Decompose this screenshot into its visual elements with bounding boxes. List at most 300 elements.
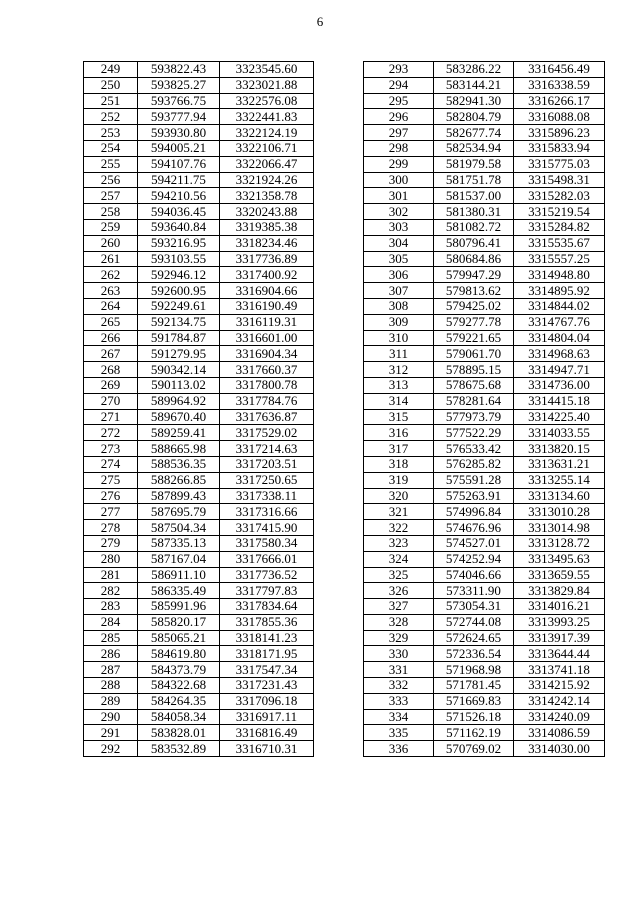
y-coordinate-cell: 3317250.65 [220,472,314,488]
table-row [364,298,605,314]
x-coordinate-cell: 593930.80 [138,125,220,141]
x-coordinate-cell: 579221.65 [434,330,514,346]
table-row [84,725,314,741]
y-coordinate-cell: 3316710.31 [220,741,314,757]
point-number-cell: 272 [84,425,138,441]
point-number-cell: 318 [364,456,434,472]
y-coordinate-cell: 3313631.21 [514,456,605,472]
x-coordinate-cell: 571968.98 [434,662,514,678]
point-number-cell: 325 [364,567,434,583]
y-coordinate-cell: 3317316.66 [220,504,314,520]
x-coordinate-cell: 577522.29 [434,425,514,441]
point-number-cell: 273 [84,441,138,457]
table-row [84,441,314,457]
point-number-cell: 287 [84,662,138,678]
x-coordinate-cell: 571162.19 [434,725,514,741]
point-number-cell: 333 [364,693,434,709]
x-coordinate-cell: 589964.92 [138,393,220,409]
point-number-cell: 309 [364,314,434,330]
y-coordinate-cell: 3316456.49 [514,62,605,78]
y-coordinate-cell: 3316119.31 [220,314,314,330]
x-coordinate-cell: 593825.27 [138,77,220,93]
point-number-cell: 336 [364,741,434,757]
x-coordinate-cell: 582941.30 [434,93,514,109]
table-row [84,109,314,125]
y-coordinate-cell: 3317096.18 [220,693,314,709]
table-row [84,93,314,109]
point-number-cell: 303 [364,219,434,235]
y-coordinate-cell: 3316816.49 [220,725,314,741]
table-row [364,409,605,425]
table-row [84,172,314,188]
table-row [364,283,605,299]
table-row [84,583,314,599]
table-row [364,630,605,646]
point-number-cell: 252 [84,109,138,125]
point-number-cell: 330 [364,646,434,662]
y-coordinate-cell: 3314767.76 [514,314,605,330]
y-coordinate-cell: 3314844.02 [514,298,605,314]
y-coordinate-cell: 3316088.08 [514,109,605,125]
x-coordinate-cell: 578895.15 [434,362,514,378]
point-number-cell: 306 [364,267,434,283]
table-row [84,709,314,725]
y-coordinate-cell: 3315896.23 [514,125,605,141]
table-row [84,630,314,646]
y-coordinate-cell: 3317800.78 [220,377,314,393]
y-coordinate-cell: 3315557.25 [514,251,605,267]
table-row [364,535,605,551]
y-coordinate-cell: 3314736.00 [514,377,605,393]
x-coordinate-cell: 584373.79 [138,662,220,678]
table-row [84,662,314,678]
y-coordinate-cell: 3313829.84 [514,583,605,599]
x-coordinate-cell: 587899.43 [138,488,220,504]
x-coordinate-cell: 574252.94 [434,551,514,567]
table-row [84,504,314,520]
point-number-cell: 291 [84,725,138,741]
y-coordinate-cell: 3317797.83 [220,583,314,599]
table-row [364,614,605,630]
point-number-cell: 308 [364,298,434,314]
table-row [84,693,314,709]
y-coordinate-cell: 3317529.02 [220,425,314,441]
point-number-cell: 299 [364,156,434,172]
table-row [84,219,314,235]
table-row [84,741,314,757]
x-coordinate-cell: 581537.00 [434,188,514,204]
y-coordinate-cell: 3317855.36 [220,614,314,630]
x-coordinate-cell: 593766.75 [138,93,220,109]
x-coordinate-cell: 579947.29 [434,267,514,283]
y-coordinate-cell: 3317338.11 [220,488,314,504]
x-coordinate-cell: 593216.95 [138,235,220,251]
point-number-cell: 276 [84,488,138,504]
point-number-cell: 296 [364,109,434,125]
table-row [364,125,605,141]
point-number-cell: 329 [364,630,434,646]
point-number-cell: 284 [84,614,138,630]
x-coordinate-cell: 592249.61 [138,298,220,314]
table-row [364,551,605,567]
y-coordinate-cell: 3317214.63 [220,441,314,457]
point-number-cell: 265 [84,314,138,330]
point-number-cell: 298 [364,140,434,156]
table-row [84,298,314,314]
coordinates-table-left-body [84,62,314,757]
page-number: 6 [316,14,324,29]
y-coordinate-cell: 3317547.34 [220,662,314,678]
point-number-cell: 250 [84,77,138,93]
table-row [364,520,605,536]
table-row [364,204,605,220]
y-coordinate-cell: 3315219.54 [514,204,605,220]
point-number-cell: 288 [84,678,138,694]
y-coordinate-cell: 3313014.98 [514,520,605,536]
point-number-cell: 259 [84,219,138,235]
y-coordinate-cell: 3322124.19 [220,125,314,141]
point-number-cell: 300 [364,172,434,188]
x-coordinate-cell: 583286.22 [434,62,514,78]
x-coordinate-cell: 571781.45 [434,678,514,694]
table-row [84,614,314,630]
point-number-cell: 257 [84,188,138,204]
table-row [364,330,605,346]
coordinates-table-right-body [364,62,605,757]
y-coordinate-cell: 3313128.72 [514,535,605,551]
table-row [84,330,314,346]
x-coordinate-cell: 583828.01 [138,725,220,741]
table-row [84,488,314,504]
table-row [364,488,605,504]
y-coordinate-cell: 3313010.28 [514,504,605,520]
table-row [84,283,314,299]
y-coordinate-cell: 3315833.94 [514,140,605,156]
point-number-cell: 295 [364,93,434,109]
y-coordinate-cell: 3316190.49 [220,298,314,314]
x-coordinate-cell: 580796.41 [434,235,514,251]
x-coordinate-cell: 582677.74 [434,125,514,141]
y-coordinate-cell: 3314225.40 [514,409,605,425]
y-coordinate-cell: 3315775.03 [514,156,605,172]
point-number-cell: 281 [84,567,138,583]
table-row [364,662,605,678]
y-coordinate-cell: 3316338.59 [514,77,605,93]
y-coordinate-cell: 3322576.08 [220,93,314,109]
point-number-cell: 256 [84,172,138,188]
y-coordinate-cell: 3314415.18 [514,393,605,409]
table-row [84,551,314,567]
y-coordinate-cell: 3313644.44 [514,646,605,662]
table-row [364,267,605,283]
x-coordinate-cell: 594210.56 [138,188,220,204]
y-coordinate-cell: 3314947.71 [514,362,605,378]
point-number-cell: 312 [364,362,434,378]
table-row [364,188,605,204]
x-coordinate-cell: 574527.01 [434,535,514,551]
point-number-cell: 327 [364,599,434,615]
point-number-cell: 316 [364,425,434,441]
table-row [364,456,605,472]
point-number-cell: 314 [364,393,434,409]
y-coordinate-cell: 3313741.18 [514,662,605,678]
y-coordinate-cell: 3317400.92 [220,267,314,283]
y-coordinate-cell: 3317736.89 [220,251,314,267]
y-coordinate-cell: 3316904.34 [220,346,314,362]
table-row [364,599,605,615]
x-coordinate-cell: 591279.95 [138,346,220,362]
x-coordinate-cell: 588266.85 [138,472,220,488]
point-number-cell: 289 [84,693,138,709]
y-coordinate-cell: 3315535.67 [514,235,605,251]
x-coordinate-cell: 589259.41 [138,425,220,441]
x-coordinate-cell: 592946.12 [138,267,220,283]
table-row [364,678,605,694]
point-number-cell: 317 [364,441,434,457]
x-coordinate-cell: 572336.54 [434,646,514,662]
x-coordinate-cell: 578281.64 [434,393,514,409]
x-coordinate-cell: 578675.68 [434,377,514,393]
x-coordinate-cell: 573311.90 [434,583,514,599]
table-row [364,140,605,156]
x-coordinate-cell: 587504.34 [138,520,220,536]
table-row [84,125,314,141]
x-coordinate-cell: 590342.14 [138,362,220,378]
point-number-cell: 331 [364,662,434,678]
y-coordinate-cell: 3316917.11 [220,709,314,725]
x-coordinate-cell: 582534.94 [434,140,514,156]
x-coordinate-cell: 586911.10 [138,567,220,583]
point-number-cell: 285 [84,630,138,646]
point-number-cell: 323 [364,535,434,551]
x-coordinate-cell: 574676.96 [434,520,514,536]
y-coordinate-cell: 3313993.25 [514,614,605,630]
y-coordinate-cell: 3317415.90 [220,520,314,536]
point-number-cell: 262 [84,267,138,283]
x-coordinate-cell: 587335.13 [138,535,220,551]
table-row [84,472,314,488]
point-number-cell: 335 [364,725,434,741]
x-coordinate-cell: 572624.65 [434,630,514,646]
table-row [84,567,314,583]
x-coordinate-cell: 587695.79 [138,504,220,520]
table-row [364,251,605,267]
table-row [84,409,314,425]
x-coordinate-cell: 570769.02 [434,741,514,757]
point-number-cell: 320 [364,488,434,504]
table-row [84,646,314,662]
x-coordinate-cell: 575263.91 [434,488,514,504]
x-coordinate-cell: 584322.68 [138,678,220,694]
y-coordinate-cell: 3313255.14 [514,472,605,488]
x-coordinate-cell: 585991.96 [138,599,220,615]
table-row [364,93,605,109]
point-number-cell: 293 [364,62,434,78]
x-coordinate-cell: 589670.40 [138,409,220,425]
x-coordinate-cell: 593777.94 [138,109,220,125]
table-row [84,678,314,694]
y-coordinate-cell: 3323021.88 [220,77,314,93]
point-number-cell: 297 [364,125,434,141]
point-number-cell: 277 [84,504,138,520]
y-coordinate-cell: 3320243.88 [220,204,314,220]
y-coordinate-cell: 3317636.87 [220,409,314,425]
table-row [84,62,314,78]
x-coordinate-cell: 583144.21 [434,77,514,93]
x-coordinate-cell: 581082.72 [434,219,514,235]
x-coordinate-cell: 579277.78 [434,314,514,330]
table-row [364,504,605,520]
x-coordinate-cell: 575591.28 [434,472,514,488]
point-number-cell: 307 [364,283,434,299]
point-number-cell: 294 [364,77,434,93]
y-coordinate-cell: 3314215.92 [514,678,605,694]
y-coordinate-cell: 3313495.63 [514,551,605,567]
y-coordinate-cell: 3321924.26 [220,172,314,188]
x-coordinate-cell: 585065.21 [138,630,220,646]
point-number-cell: 253 [84,125,138,141]
point-number-cell: 258 [84,204,138,220]
x-coordinate-cell: 588536.35 [138,456,220,472]
table-row [84,520,314,536]
y-coordinate-cell: 3317231.43 [220,678,314,694]
y-coordinate-cell: 3315498.31 [514,172,605,188]
coordinates-table-right [363,61,605,757]
point-number-cell: 326 [364,583,434,599]
x-coordinate-cell: 572744.08 [434,614,514,630]
x-coordinate-cell: 581380.31 [434,204,514,220]
x-coordinate-cell: 584264.35 [138,693,220,709]
table-row [84,235,314,251]
x-coordinate-cell: 584058.34 [138,709,220,725]
table-row [364,693,605,709]
x-coordinate-cell: 579425.02 [434,298,514,314]
y-coordinate-cell: 3322106.71 [220,140,314,156]
x-coordinate-cell: 586335.49 [138,583,220,599]
point-number-cell: 279 [84,535,138,551]
y-coordinate-cell: 3313134.60 [514,488,605,504]
point-number-cell: 301 [364,188,434,204]
point-number-cell: 274 [84,456,138,472]
x-coordinate-cell: 580684.86 [434,251,514,267]
table-row [84,204,314,220]
point-number-cell: 313 [364,377,434,393]
x-coordinate-cell: 581751.78 [434,172,514,188]
point-number-cell: 271 [84,409,138,425]
y-coordinate-cell: 3314242.14 [514,693,605,709]
point-number-cell: 292 [84,741,138,757]
point-number-cell: 311 [364,346,434,362]
table-row [364,219,605,235]
table-row [364,472,605,488]
point-number-cell: 275 [84,472,138,488]
y-coordinate-cell: 3314033.55 [514,425,605,441]
table-row [364,441,605,457]
table-row [84,140,314,156]
x-coordinate-cell: 581979.58 [434,156,514,172]
y-coordinate-cell: 3313917.39 [514,630,605,646]
table-row [364,425,605,441]
x-coordinate-cell: 577973.79 [434,409,514,425]
x-coordinate-cell: 594211.75 [138,172,220,188]
table-row [84,267,314,283]
point-number-cell: 305 [364,251,434,267]
y-coordinate-cell: 3317666.01 [220,551,314,567]
x-coordinate-cell: 576285.82 [434,456,514,472]
table-row [364,77,605,93]
table-row [364,583,605,599]
x-coordinate-cell: 582804.79 [434,109,514,125]
y-coordinate-cell: 3317736.52 [220,567,314,583]
point-number-cell: 268 [84,362,138,378]
x-coordinate-cell: 576533.42 [434,441,514,457]
y-coordinate-cell: 3323545.60 [220,62,314,78]
point-number-cell: 302 [364,204,434,220]
point-number-cell: 260 [84,235,138,251]
point-number-cell: 251 [84,93,138,109]
table-row [84,346,314,362]
point-number-cell: 324 [364,551,434,567]
y-coordinate-cell: 3318234.46 [220,235,314,251]
x-coordinate-cell: 574996.84 [434,504,514,520]
y-coordinate-cell: 3315284.82 [514,219,605,235]
table-row [364,109,605,125]
point-number-cell: 328 [364,614,434,630]
x-coordinate-cell: 587167.04 [138,551,220,567]
x-coordinate-cell: 594005.21 [138,140,220,156]
table-row [84,377,314,393]
y-coordinate-cell: 3314804.04 [514,330,605,346]
table-row [84,251,314,267]
table-row [364,346,605,362]
y-coordinate-cell: 3314968.63 [514,346,605,362]
table-row [364,393,605,409]
point-number-cell: 282 [84,583,138,599]
x-coordinate-cell: 593822.43 [138,62,220,78]
y-coordinate-cell: 3319385.38 [220,219,314,235]
x-coordinate-cell: 584619.80 [138,646,220,662]
y-coordinate-cell: 3315282.03 [514,188,605,204]
x-coordinate-cell: 593103.55 [138,251,220,267]
point-number-cell: 322 [364,520,434,536]
x-coordinate-cell: 592134.75 [138,314,220,330]
point-number-cell: 270 [84,393,138,409]
y-coordinate-cell: 3317834.64 [220,599,314,615]
point-number-cell: 319 [364,472,434,488]
x-coordinate-cell: 592600.95 [138,283,220,299]
table-row [364,235,605,251]
coordinates-table-left [83,61,314,757]
y-coordinate-cell: 3314895.92 [514,283,605,299]
x-coordinate-cell: 574046.66 [434,567,514,583]
table-row [84,599,314,615]
y-coordinate-cell: 3314030.00 [514,741,605,757]
point-number-cell: 263 [84,283,138,299]
table-row [84,393,314,409]
table-row [364,314,605,330]
point-number-cell: 334 [364,709,434,725]
table-row [364,709,605,725]
y-coordinate-cell: 3314016.21 [514,599,605,615]
y-coordinate-cell: 3318171.95 [220,646,314,662]
point-number-cell: 304 [364,235,434,251]
point-number-cell: 266 [84,330,138,346]
y-coordinate-cell: 3314948.80 [514,267,605,283]
y-coordinate-cell: 3314086.59 [514,725,605,741]
x-coordinate-cell: 571669.83 [434,693,514,709]
table-row [364,725,605,741]
x-coordinate-cell: 573054.31 [434,599,514,615]
